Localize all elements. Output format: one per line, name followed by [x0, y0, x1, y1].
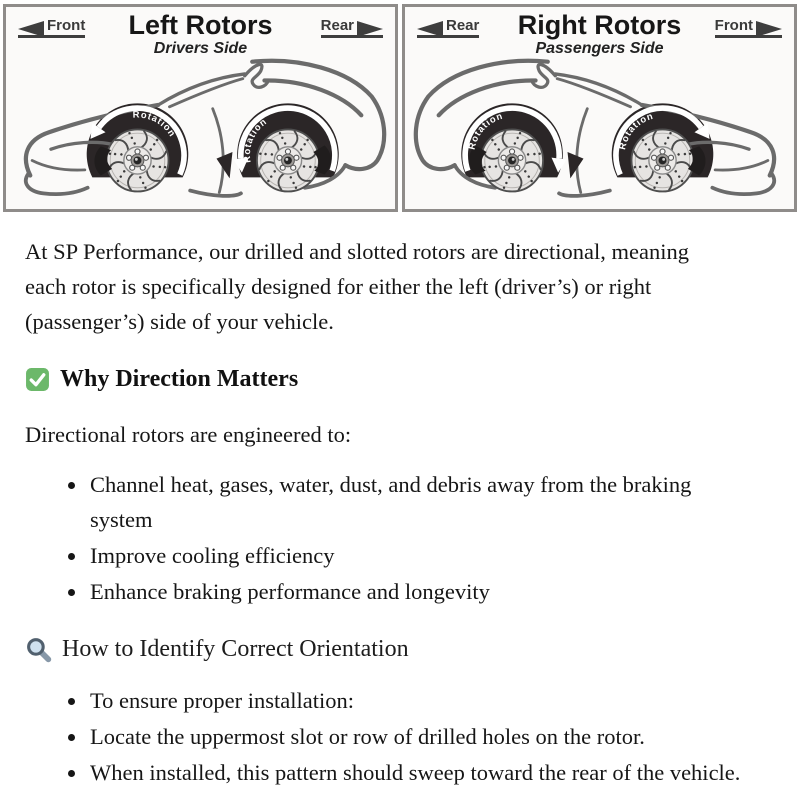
article-body — [0, 212, 800, 790]
list-item: • When installed, this pattern should sweep toward the rear of the vehicle. — [88, 755, 750, 790]
direction-label: Front — [47, 17, 86, 34]
section-heading-why-direction-matters — [25, 366, 775, 393]
panel-subtitle: Drivers Side — [153, 39, 248, 57]
list-item: • Channel heat, gases, water, dust, and debris away from the braking system — [88, 467, 750, 537]
arrow-right-icon — [357, 21, 383, 37]
section-heading-identify-orientation — [25, 636, 775, 663]
rotation-label: Rotation — [132, 108, 179, 139]
rotation-label: Rotation — [240, 115, 269, 164]
magnifying-glass-icon — [25, 636, 52, 663]
front-direction-indicator — [715, 17, 782, 38]
car-illustration-left — [6, 57, 395, 212]
direction-label: Front — [714, 17, 753, 34]
rotor-direction-diagram — [0, 0, 800, 212]
rear-direction-indicator — [417, 17, 479, 38]
why-direction-bullet-list — [25, 467, 775, 609]
orientation-bullet-list — [25, 683, 775, 790]
list-item: • To ensure proper installation: — [88, 683, 750, 718]
list-item: • Locate the uppermost slot or row of drilled holes on the rotor. — [88, 719, 750, 754]
front-direction-indicator — [18, 17, 85, 38]
section-title: Why Direction Matters — [60, 366, 299, 392]
rotation-label: Rotation — [616, 109, 655, 151]
right-rotors-panel — [402, 4, 797, 212]
panel-title: Right Rotors — [517, 10, 682, 40]
section-title: How to Identify Correct Orientation — [62, 636, 409, 662]
rotation-label: Rotation — [465, 109, 505, 151]
intro-paragraph: At SP Performance, our drilled and slotted rotors are directional, meaning each rotor is specifically designed for either the left (driver’s) or right (passenger’s) side of your vehicle. — [25, 239, 689, 334]
left-rotors-panel — [3, 4, 398, 212]
lead-paragraph: Directional rotors are engineered to: — [25, 422, 352, 447]
panel-title: Left Rotors — [128, 10, 273, 40]
list-item: • Improve cooling efficiency — [88, 538, 750, 573]
panel-subtitle: Passengers Side — [535, 39, 664, 57]
arrow-left-icon — [18, 21, 44, 37]
car-illustration-right — [405, 57, 794, 212]
list-item: • Enhance braking performance and longevity — [88, 574, 750, 609]
arrow-left-icon — [417, 21, 443, 37]
direction-label: Rear — [320, 17, 354, 34]
green-check-icon — [25, 367, 50, 392]
direction-label: Rear — [446, 17, 480, 34]
rear-direction-indicator — [321, 17, 383, 38]
arrow-right-icon — [756, 21, 782, 37]
